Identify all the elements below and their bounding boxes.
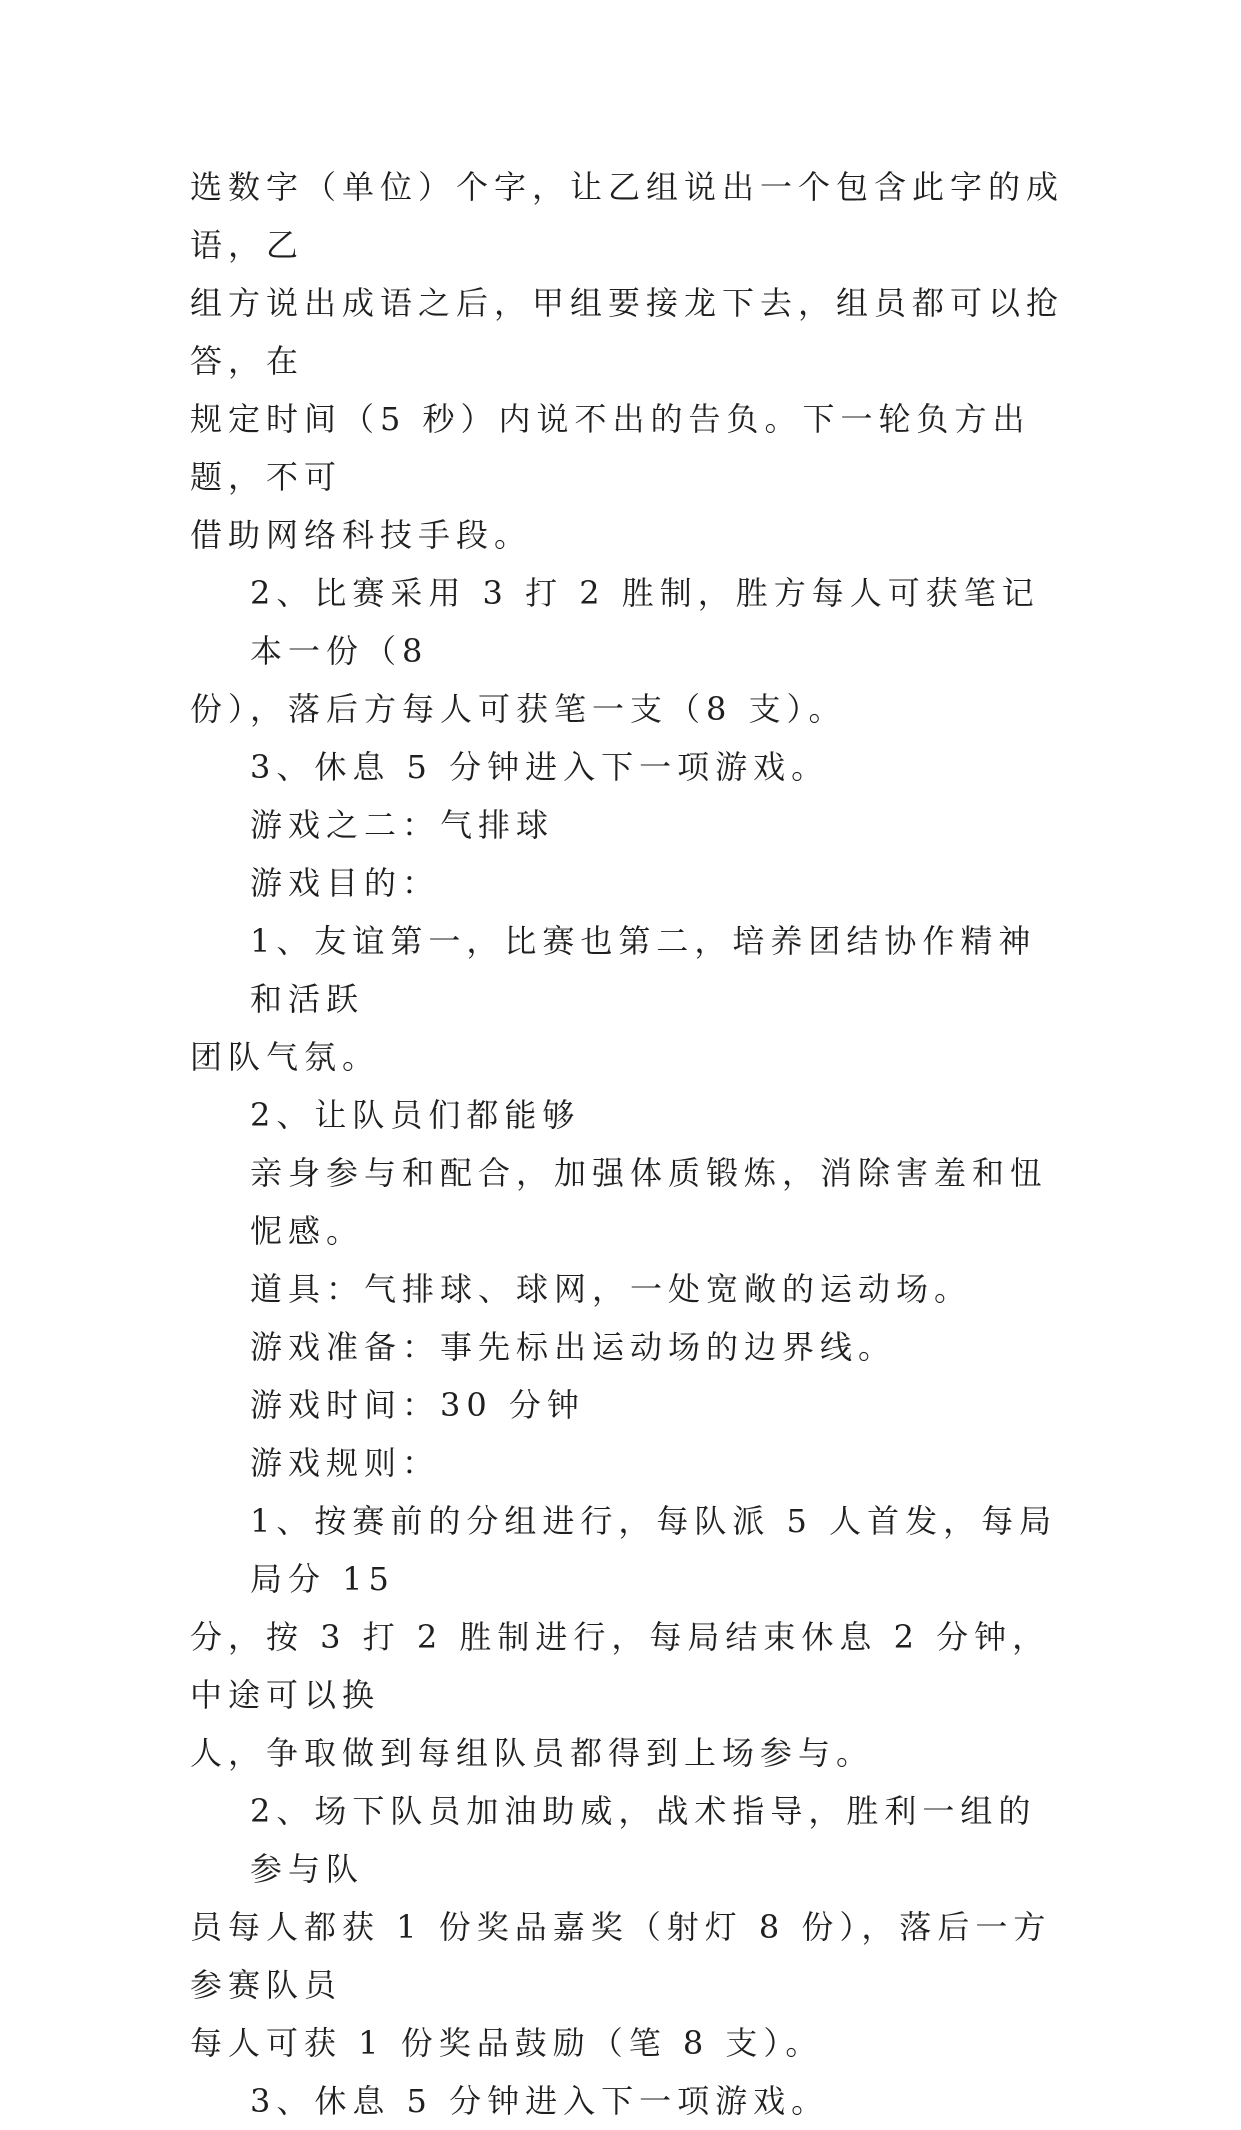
text-line: 团队气氛。 [190,1038,381,1076]
text-line: 借助网络科技手段。 [190,516,533,554]
text-line: 3、休息 5 分钟进入下一项游戏。 [250,748,830,786]
paragraph [190,1434,1070,1492]
text-line: 规定时间（5 秒）内说不出的告负。下一轮负方出题，不可 [190,400,1031,496]
text-line: 每人可获 1 份奖品鼓励（笔 8 支）。 [190,2024,824,2062]
text-line: 分，按 3 打 2 胜制进行，每局结束休息 2 分钟，中途可以换 [190,1618,1051,1714]
text-line: 2、比赛采用 3 打 2 胜制，胜方每人可获笔记本一份（8 [250,574,1040,670]
text-line: 份），落后方每人可获笔一支（8 支）。 [190,690,847,728]
paragraph [190,2072,1070,2130]
text-line: 组方说出成语之后，甲组要接龙下去，组员都可以抢答，在 [190,284,1065,380]
text-line: 游戏规则： [250,1444,441,1482]
paragraph [190,796,1070,854]
text-line: 2、场下队员加油助威，战术指导，胜利一组的参与队 [250,1792,1037,1888]
text-line: 游戏时间：30 分钟 [250,1386,585,1424]
paragraph [190,1086,1070,1144]
document-body [190,158,1070,2130]
paragraph [190,564,1070,738]
text-line: 1、友谊第一，比赛也第二，培养团结协作精神和活跃 [250,922,1037,1018]
text-line: 2、让队员们都能够 [250,1096,581,1134]
text-line: 游戏之二：气排球 [250,806,555,844]
paragraph [190,1376,1070,1434]
paragraph [190,1492,1070,1782]
text-line: 道具：气排球、球网，一处宽敞的运动场。 [250,1270,973,1308]
text-line: 员每人都获 1 份奖品嘉奖（射灯 8 份），落后一方参赛队员 [190,1908,1052,2004]
text-line: 人，争取做到每组队员都得到上场参与。 [190,1734,875,1772]
paragraph [190,1260,1070,1318]
paragraph [190,1782,1070,2072]
paragraph [190,738,1070,796]
text-line: 1、按赛前的分组进行，每队派 5 人首发，每局局分 15 [250,1502,1058,1598]
text-line: 亲身参与和配合，加强体质锻炼，消除害羞和忸怩感。 [250,1154,1049,1250]
text-line: 选数字（单位）个字，让乙组说出一个包含此字的成语，乙 [190,168,1065,264]
text-line: 游戏目的： [250,864,441,902]
paragraph [190,912,1070,1086]
text-line: 游戏准备：事先标出运动场的边界线。 [250,1328,897,1366]
paragraph [190,1144,1070,1260]
text-line: 3、休息 5 分钟进入下一项游戏。 [250,2082,830,2120]
paragraph [190,1318,1070,1376]
paragraph [190,158,1070,564]
paragraph [190,854,1070,912]
